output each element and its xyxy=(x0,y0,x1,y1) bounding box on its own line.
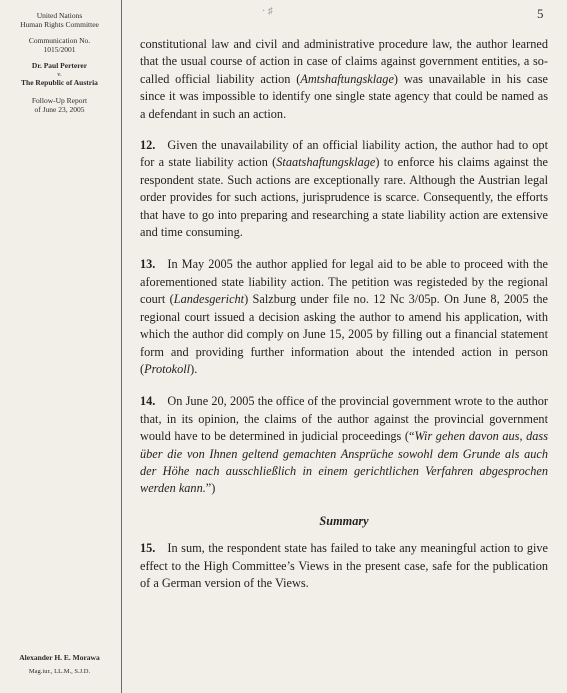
report-block xyxy=(0,97,119,114)
letterhead-sidebar xyxy=(0,0,119,693)
report-date: of June 23, 2005 xyxy=(34,104,85,114)
report-title: Follow-Up Report xyxy=(31,96,88,105)
party-respondent: The Republic of Austria xyxy=(21,78,98,88)
paragraph-12: 12. Given the unavailability of an official liability action, the author had to opt for a state liability action (Staatshaftungsklage) to enforce his claims against the respondent state. Such actions are exceptionally rare. Although the Austrian legal order provides for such actions, jurisprudence is scarce. Consequently, the efforts that have to go into preparing and researching a state liability action are extensive and time consuming. xyxy=(140,138,548,240)
communication-block xyxy=(0,37,119,54)
paragraph-number: 13. xyxy=(140,257,156,272)
parties-block xyxy=(0,62,119,88)
paragraph-number: 14. xyxy=(140,394,156,409)
org-committee: Human Rights Committee xyxy=(20,19,99,29)
versus-label: v. xyxy=(57,70,62,78)
document-body xyxy=(140,36,548,607)
counsel-block xyxy=(0,654,119,676)
paragraph-13: 13. In May 2005 the author applied for legal aid to be able to proceed with the aforementioned state liability action. The petition was registeded by the regional court (Landesgericht) Salzburg under file no. 12 Nc 3/05p. On June 8, 2005 the regional court issued a decision asking the author to amend his application, with which the author did comply on June 15, 2005 by filling out a financial statement form and providing further information about the intended action in person (Protokoll). xyxy=(140,257,548,376)
communication-number: 1015/2001 xyxy=(43,44,76,54)
party-author: Dr. Paul Perterer xyxy=(31,61,88,70)
margin-rule xyxy=(121,0,122,693)
organization-block xyxy=(0,12,119,29)
org-name: United Nations xyxy=(36,11,83,20)
paragraph-number: 12. xyxy=(140,138,156,153)
communication-label: Communication No. xyxy=(28,36,91,45)
paragraph-continued: constitutional law and civil and administrative procedure law, the author learned that the usual course of action in case of claims against government entities, a so-called official liability action (Amtshaftungsklage) was unavailable in his case since it was impossible to identify one single state agency that could be named as a defendant in such an action. xyxy=(140,37,549,121)
paragraph-14: 14. On June 20, 2005 the office of the provincial government wrote to the author that, in its opinion, the claims of the author against the provincial government would have to be determined in judicial proceedings (“Wir gehen davon aus, dass über die von Ihnen geltend gemachten Ansprüche sowohl dem Grunde als auch der Höhe nach ausschließlich in einem gerichtlichen Verfahren abgesprochen werden kann.”) xyxy=(140,394,548,496)
counsel-degrees: Mag.iur., LL.M., S.J.D. xyxy=(28,667,91,675)
paragraph-number: 15. xyxy=(140,541,156,556)
scan-smudge: · ♯ xyxy=(262,6,273,17)
paragraph-15: 15. In sum, the respondent state has failed to take any meaningful action to give effect to the High Committee’s Views in the present case, safe for the publication of a German version of the Views. xyxy=(140,541,548,590)
summary-heading: Summary xyxy=(319,513,369,528)
counsel-name: Alexander H. E. Morawa xyxy=(19,653,100,662)
page-number: 5 xyxy=(537,6,544,21)
